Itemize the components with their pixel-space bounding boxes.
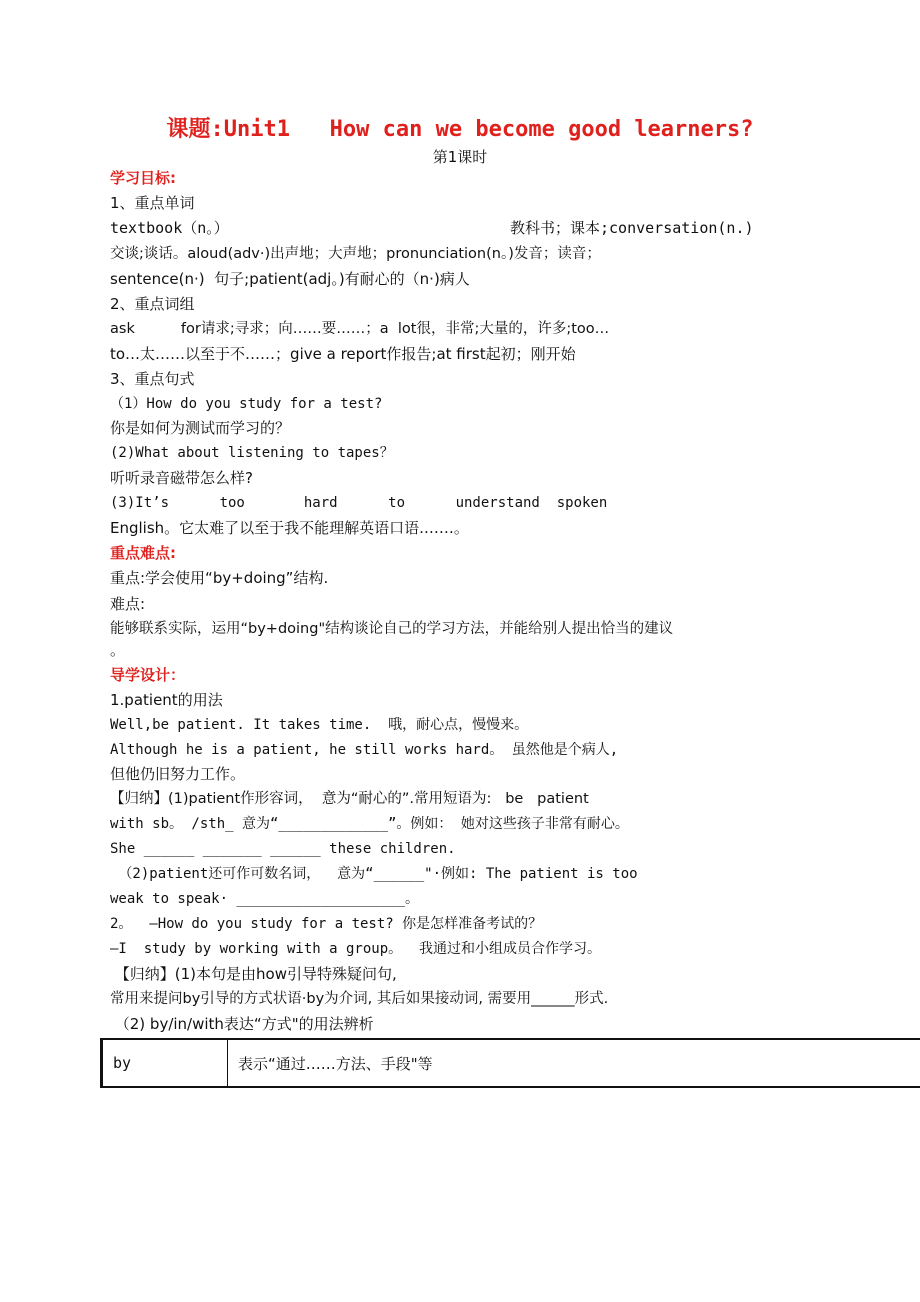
summary-line: 【归纳】(1)patient作形容词， 意为“耐心的”.常用短语为: be patient [110, 791, 589, 807]
table-cell-meaning: 表示“通过……方法、手段"等 [238, 1054, 433, 1073]
sentence-line: (2)What about listening to tapes？ [110, 445, 394, 461]
sentence-translation: 你是如何为测试而学习的？ [110, 419, 291, 437]
example-translation: 但他仍旧努力工作。 [110, 765, 246, 783]
sentence-translation: English。它太难了以至于我不能理解英语口语.……。 [110, 519, 469, 537]
vocab-textbook-meaning: 教科书；课本;conversation(n.) [510, 219, 754, 237]
difficulty-text: 能够联系实际，运用“by+doing"结构谈论自己的学习方法，并能给别人提出恰当的建议 [110, 621, 674, 637]
key-words-heading: 1、重点单词 [110, 194, 195, 212]
sentences-heading: 3、重点句式 [110, 370, 195, 388]
guide-heading: 导学设计： [110, 666, 186, 684]
patient-usage-heading: 1.patient的用法 [110, 691, 223, 709]
key-points-heading: 重点难点: [110, 544, 176, 562]
summary-line: 【归纳】(1)本句是由how引导特殊疑问句, [110, 965, 397, 983]
fill-in-line: weak to speak· ____________________。 [110, 891, 420, 907]
focus-point: 重点:学会使用“by+doing”结构. [110, 569, 329, 587]
sentence-translation: 听听录音磁带怎么样? [110, 469, 253, 487]
vocab-line: sentence(n·) 句子;patient(adj。)有耐心的（n·)病人 [110, 270, 470, 288]
difficulty-label: 难点: [110, 595, 146, 613]
usage-table [100, 1038, 920, 1088]
fill-in-line: She ______ _______ ______ these children. [110, 841, 456, 857]
dialogue-line: 2。 —How do you study for a test? 你是怎样准备考试的？ [110, 916, 543, 932]
summary-line: （2)patient还可作可数名词， 意为“______"·例如: The patient is too [110, 866, 638, 882]
page-title: 课题:Unit1 How can we become good learners? [166, 117, 754, 142]
vocab-line: 交谈;谈话。aloud(adv·)出声地；大声地；pronunciation(n。)发音；读音； [110, 246, 601, 262]
lesson-number: 第1课时 [432, 148, 488, 166]
summary-line: with sb。 /sth_ 意为“_____________”。例如： 她对这些孩子非常有耐心。 [110, 816, 629, 832]
phrase-line: ask for请求;寻求；向……要……；a lot很，非常;大量的，许多;too… [110, 321, 610, 337]
vocab-textbook: textbook（n。） [110, 219, 229, 237]
phrase-line: to…太……以至于不……；give a report作报告;at first起初；刚开始 [110, 345, 576, 363]
dialogue-line: —I study by working with a group。 我通过和小组成员合作学习。 [110, 941, 602, 957]
sentence-line: (3)It’s too hard to understand spoken [110, 495, 608, 511]
summary-line: 常用来提问by引导的方式状语·by为介词, 其后如果接动词, 需要用______形式. [110, 991, 609, 1007]
table-cell-term: by [103, 1040, 228, 1086]
example-line: Although he is a patient, he still works hard。 虽然他是个病人, [110, 742, 619, 758]
phrases-heading: 2、重点词组 [110, 295, 195, 313]
difficulty-text-end: 。 [110, 641, 126, 659]
example-line: Well,be patient. It takes time. 哦，耐心点，慢慢来。 [110, 717, 529, 733]
goals-heading: 学习目标: [110, 169, 176, 187]
summary-line: （2) by/in/with表达“方式"的用法辨析 [110, 1015, 374, 1033]
sentence-line: （1）How do you study for a test? [110, 396, 383, 412]
